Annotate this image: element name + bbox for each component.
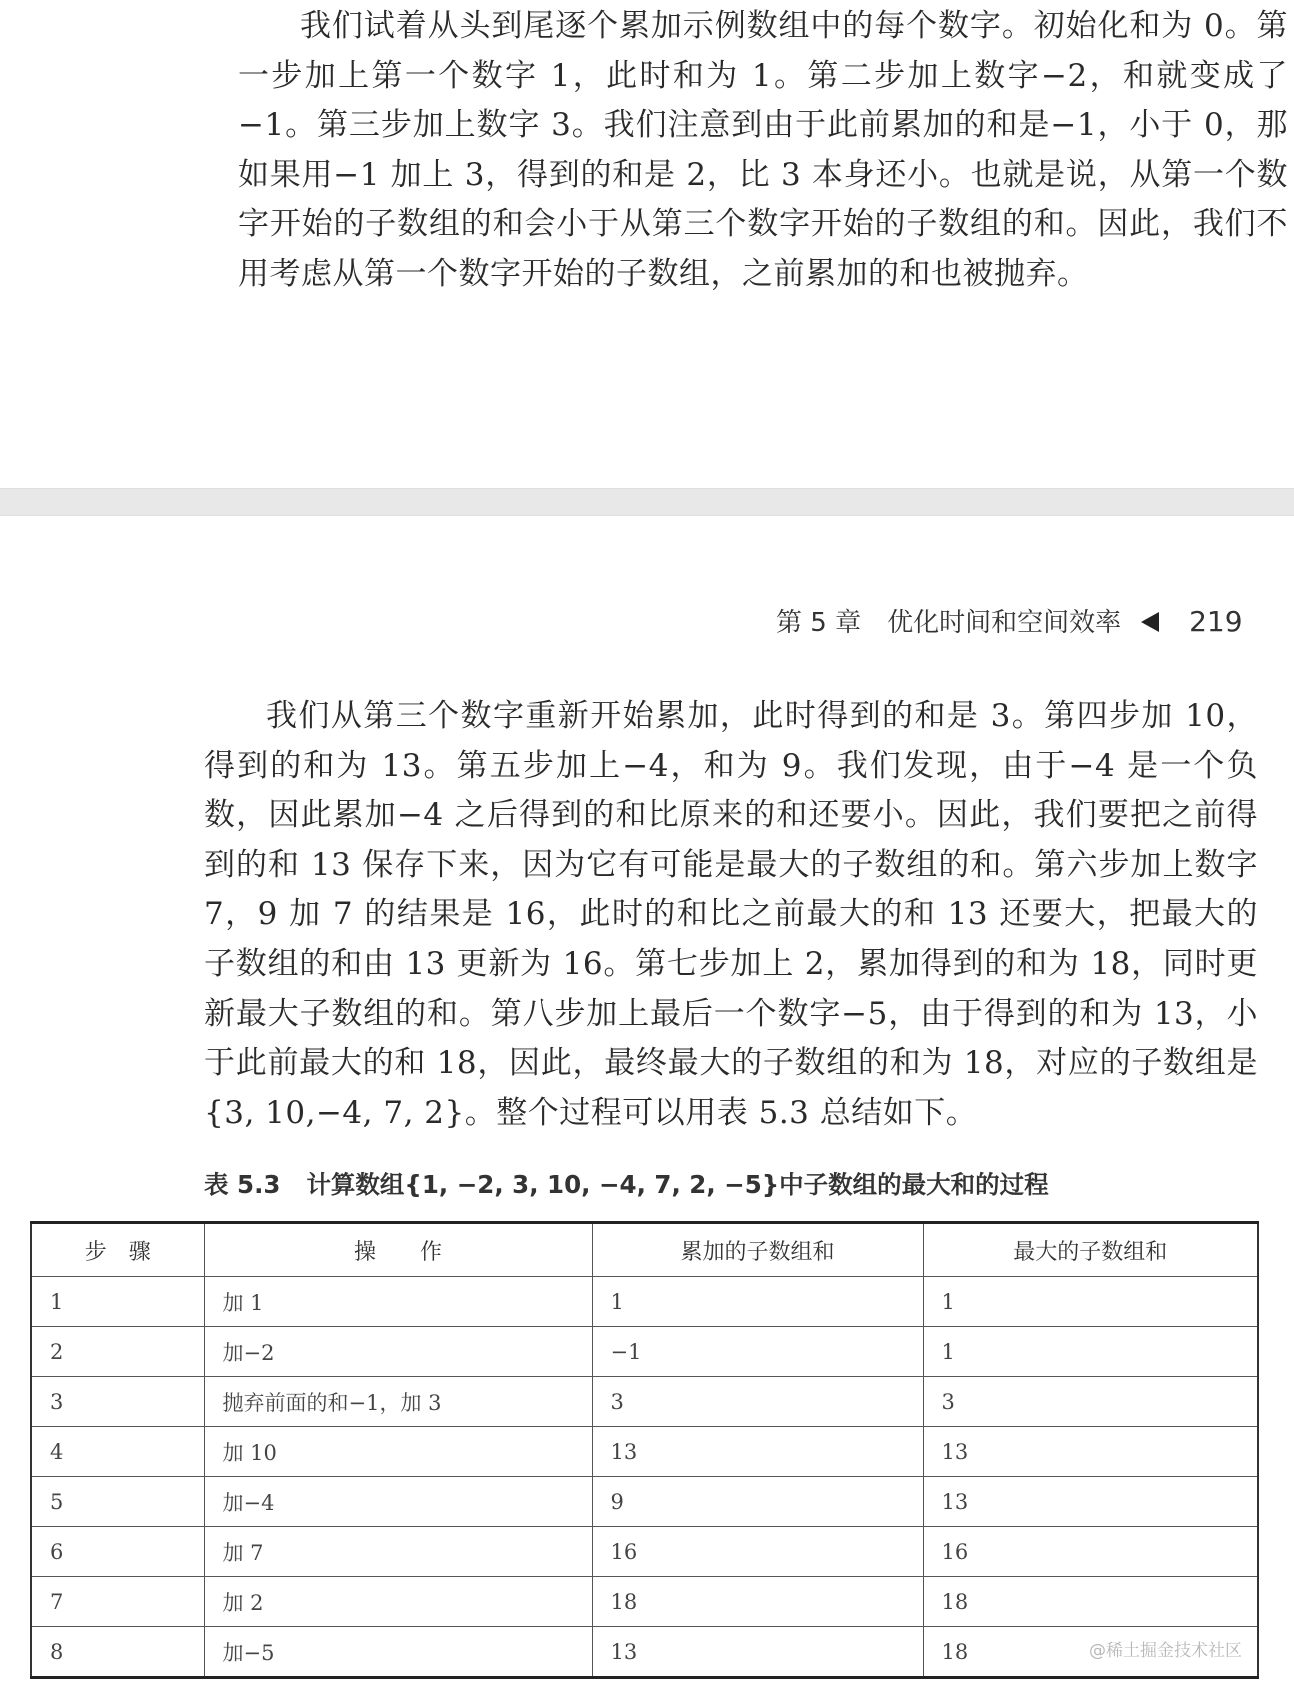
header-operation: 操 作 xyxy=(204,1223,592,1277)
cell-accumulated-sum: 13 xyxy=(592,1427,923,1477)
cell-accumulated-sum: −1 xyxy=(592,1327,923,1377)
table-row xyxy=(31,1577,1258,1627)
table-row xyxy=(31,1477,1258,1527)
chapter-title: 优化时间和空间效率 xyxy=(887,608,1122,638)
cell-step: 4 xyxy=(31,1427,204,1477)
cell-step: 2 xyxy=(31,1327,204,1377)
page-number: 219 xyxy=(1189,605,1243,638)
cell-max-sum: 3 xyxy=(923,1377,1258,1427)
cell-max-sum: 16 xyxy=(923,1527,1258,1577)
process-table xyxy=(30,1221,1259,1679)
bottom-paragraph: 我们从第三个数字重新开始累加，此时得到的和是 3。第四步加 10，得到的和为 13。第五步加上−4，和为 9。我们发现，由于−4 是一个负数，因此累加−4 之后得到的和比原来的和还要小。因此，我们要把之前得到的和 13 保存下来，因为它有可能是最大的子数组的和。第六步加上数字 7，9 加 7 的结果是 16，此时的和比之前最大的和 13 还要大，把最大的子数组的和由 13 更新为 16。第七步加上 2，累加得到的和为 18，同时更新最大子数组的和。第八步加上最后一个数字−5，由于得到的和为 13，小于此前最大的和 18，因此，最终最大的子数组的和为 18，对应的子数组是{3, 10,−4, 7, 2}。整个过程可以用表 5.3 总结如下。 xyxy=(204,698,1258,1131)
table-row xyxy=(31,1427,1258,1477)
table-number: 表 5.3 xyxy=(204,1170,281,1199)
cell-accumulated-sum: 13 xyxy=(592,1627,923,1678)
cell-step: 8 xyxy=(31,1627,204,1678)
cell-operation: 加−2 xyxy=(204,1327,592,1377)
cell-operation: 加 10 xyxy=(204,1427,592,1477)
header-max-sum: 最大的子数组和 xyxy=(923,1223,1258,1277)
cell-step: 6 xyxy=(31,1527,204,1577)
table-caption-text: 计算数组{1, −2, 3, 10, −4, 7, 2, −5}中子数组的最大和的过程 xyxy=(306,1170,1049,1199)
cell-accumulated-sum: 9 xyxy=(592,1477,923,1527)
cell-step: 7 xyxy=(31,1577,204,1627)
cell-operation: 加 2 xyxy=(204,1577,592,1627)
cell-accumulated-sum: 16 xyxy=(592,1527,923,1577)
table-row xyxy=(31,1277,1258,1327)
table-header-row xyxy=(31,1223,1258,1277)
table-row xyxy=(31,1627,1258,1678)
table-row xyxy=(31,1377,1258,1427)
cell-step: 1 xyxy=(31,1277,204,1327)
cell-step: 3 xyxy=(31,1377,204,1427)
cell-max-sum: 18 xyxy=(923,1577,1258,1627)
watermark: @稀土掘金技术社区 xyxy=(1089,1641,1242,1661)
triangle-marker-icon xyxy=(1141,612,1159,632)
cell-max-sum: 18 xyxy=(923,1627,1258,1678)
cell-accumulated-sum: 1 xyxy=(592,1277,923,1327)
chapter-label: 第 5 章 xyxy=(776,608,862,638)
table-row xyxy=(31,1527,1258,1577)
cell-operation: 加−4 xyxy=(204,1477,592,1527)
cell-operation: 加 1 xyxy=(204,1277,592,1327)
page-divider xyxy=(0,488,1294,516)
table-caption xyxy=(204,1166,1049,1201)
cell-max-sum: 1 xyxy=(923,1277,1258,1327)
running-head xyxy=(776,602,1243,639)
header-accumulated-sum: 累加的子数组和 xyxy=(592,1223,923,1277)
cell-accumulated-sum: 3 xyxy=(592,1377,923,1427)
cell-operation: 加−5 xyxy=(204,1627,592,1678)
cell-operation: 抛弃前面的和−1，加 3 xyxy=(204,1377,592,1427)
cell-max-sum: 13 xyxy=(923,1477,1258,1527)
cell-max-sum: 13 xyxy=(923,1427,1258,1477)
header-step: 步 骤 xyxy=(31,1223,204,1277)
cell-max-sum: 1 xyxy=(923,1327,1258,1377)
cell-operation: 加 7 xyxy=(204,1527,592,1577)
cell-accumulated-sum: 18 xyxy=(592,1577,923,1627)
cell-step: 5 xyxy=(31,1477,204,1527)
table-row xyxy=(31,1327,1258,1377)
top-page xyxy=(0,0,1294,487)
top-paragraph: 我们试着从头到尾逐个累加示例数组中的每个数字。初始化和为 0。第一步加上第一个数字 1，此时和为 1。第二步加上数字−2，和就变成了−1。第三步加上数字 3。我们注意到由于此前累加的和是−1，小于 0，那如果用−1 加上 3，得到的和是 2，比 3 本身还小。也就是说，从第一个数字开始的子数组的和会小于从第三个数字开始的子数组的和。因此，我们不用考虑从第一个数字开始的子数组，之前累加的和也被抛弃。 xyxy=(238,8,1288,292)
